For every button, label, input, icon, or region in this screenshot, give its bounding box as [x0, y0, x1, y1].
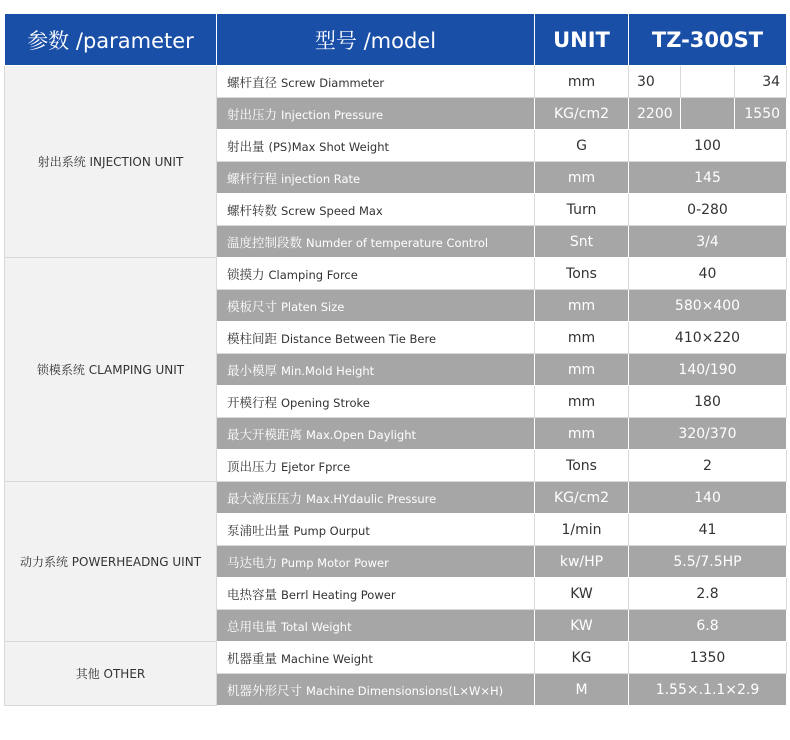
unit-cell: mm [535, 418, 629, 450]
param-en: Screw Diammeter [281, 75, 385, 90]
param-label [217, 194, 535, 226]
param-label [217, 578, 535, 610]
param-en: Pump Ourput [293, 523, 370, 538]
value-cell-middle [681, 98, 735, 130]
unit-cell: Tons [535, 258, 629, 290]
param-cn: 总用电量 [227, 618, 278, 634]
table-row [5, 642, 787, 674]
group-label: 锁模系统 CLAMPING UNIT [5, 258, 217, 482]
param-cn: 泵浦吐出量 [227, 522, 290, 538]
unit-cell: mm [535, 354, 629, 386]
param-cn: 最小模厚 [227, 362, 278, 378]
param-label [217, 418, 535, 450]
param-label [217, 354, 535, 386]
value-cell: 320/370 [629, 418, 787, 450]
param-label [217, 258, 535, 290]
param-cn: 螺杆直径 [227, 74, 278, 90]
value-cell-right: 1550 [735, 98, 787, 130]
unit-cell: mm [535, 290, 629, 322]
param-label [217, 130, 535, 162]
header-machine-model: TZ-300ST [629, 14, 787, 66]
param-en: Distance Between Tie Bere [281, 331, 437, 346]
value-cell-left: 30 [629, 66, 681, 98]
header-model: 型号 /model [217, 14, 535, 66]
header-row [5, 14, 787, 66]
param-cn: 机器重量 [227, 650, 278, 666]
unit-cell: Tons [535, 450, 629, 482]
value-cell: 2.8 [629, 578, 787, 610]
group-label: 射出系统 INJECTION UNIT [5, 66, 217, 258]
table-row [5, 66, 787, 98]
unit-cell: KG [535, 642, 629, 674]
unit-cell: KG/cm2 [535, 98, 629, 130]
param-en: Total Weight [281, 619, 352, 634]
param-en: Min.Mold Height [281, 363, 375, 378]
unit-cell: mm [535, 66, 629, 98]
param-cn: 螺杆转数 [227, 202, 278, 218]
param-cn: 模柱间距 [227, 330, 278, 346]
value-cell-middle [681, 66, 735, 98]
param-cn: 电热容量 [227, 586, 278, 602]
param-en: injection Rate [281, 171, 361, 186]
param-en: Pump Motor Power [281, 555, 389, 570]
param-en: Injection Pressure [281, 107, 384, 122]
value-cell: 140 [629, 482, 787, 514]
param-cn: 螺杆行程 [227, 170, 278, 186]
param-label [217, 98, 535, 130]
header-parameter: 参数 /parameter [5, 14, 217, 66]
spec-table [4, 13, 787, 706]
value-cell: 2 [629, 450, 787, 482]
value-cell: 140/190 [629, 354, 787, 386]
unit-cell: mm [535, 386, 629, 418]
header-unit: UNIT [535, 14, 629, 66]
value-cell: 100 [629, 130, 787, 162]
param-cn: 射出量 [227, 138, 265, 154]
param-cn: 温度控制段数 [227, 234, 303, 250]
param-en: Max.Open Daylight [306, 427, 416, 442]
param-cn: 射出压力 [227, 106, 278, 122]
value-cell: 6.8 [629, 610, 787, 642]
value-cell: 580×400 [629, 290, 787, 322]
value-cell-left: 2200 [629, 98, 681, 130]
param-cn: 开模行程 [227, 394, 278, 410]
param-en: (PS)Max Shot Weight [268, 139, 389, 154]
unit-cell: kw/HP [535, 546, 629, 578]
param-label [217, 450, 535, 482]
param-label [217, 290, 535, 322]
param-en: Platen Size [281, 299, 345, 314]
param-cn: 模板尺寸 [227, 298, 278, 314]
unit-cell: KW [535, 610, 629, 642]
param-label [217, 514, 535, 546]
group-label: 动力系统 POWERHEADNG UINT [5, 482, 217, 642]
param-en: Machine Dimensionsions(L×W×H) [306, 683, 504, 698]
unit-cell: KW [535, 578, 629, 610]
param-label [217, 386, 535, 418]
table-row [5, 258, 787, 290]
param-label [217, 674, 535, 706]
param-label [217, 546, 535, 578]
value-cell: 145 [629, 162, 787, 194]
unit-cell: 1/min [535, 514, 629, 546]
table-row [5, 482, 787, 514]
param-cn: 马达电力 [227, 554, 278, 570]
unit-cell: mm [535, 162, 629, 194]
param-cn: 最大液压压力 [227, 490, 303, 506]
param-cn: 最大开模距离 [227, 426, 303, 442]
value-cell-right: 34 [735, 66, 787, 98]
param-label [217, 226, 535, 258]
unit-cell: Turn [535, 194, 629, 226]
param-en: Opening Stroke [281, 395, 370, 410]
value-cell: 1.55×.1.1×2.9 [629, 674, 787, 706]
unit-cell: M [535, 674, 629, 706]
param-cn: 机器外形尺寸 [227, 682, 303, 698]
value-cell: 41 [629, 514, 787, 546]
value-cell: 5.5/7.5HP [629, 546, 787, 578]
param-label [217, 610, 535, 642]
value-cell: 1350 [629, 642, 787, 674]
value-cell: 3/4 [629, 226, 787, 258]
unit-cell: KG/cm2 [535, 482, 629, 514]
param-en: Clamping Force [268, 267, 358, 282]
unit-cell: G [535, 130, 629, 162]
param-en: Ejetor Fprce [281, 459, 351, 474]
param-label [217, 482, 535, 514]
value-cell: 0-280 [629, 194, 787, 226]
param-en: Screw Speed Max [281, 203, 383, 218]
param-cn: 锁摸力 [227, 266, 265, 282]
param-en: Max.HYdaulic Pressure [306, 491, 437, 506]
unit-cell: Snt [535, 226, 629, 258]
param-label [217, 66, 535, 98]
param-label [217, 162, 535, 194]
value-cell: 40 [629, 258, 787, 290]
group-label: 其他 OTHER [5, 642, 217, 706]
value-cell: 180 [629, 386, 787, 418]
param-en: Machine Weight [281, 651, 373, 666]
param-label [217, 642, 535, 674]
unit-cell: mm [535, 322, 629, 354]
value-cell: 410×220 [629, 322, 787, 354]
param-cn: 顶出压力 [227, 458, 278, 474]
param-en: Berrl Heating Power [281, 587, 396, 602]
param-label [217, 322, 535, 354]
param-en: Numder of temperature Control [306, 235, 489, 250]
